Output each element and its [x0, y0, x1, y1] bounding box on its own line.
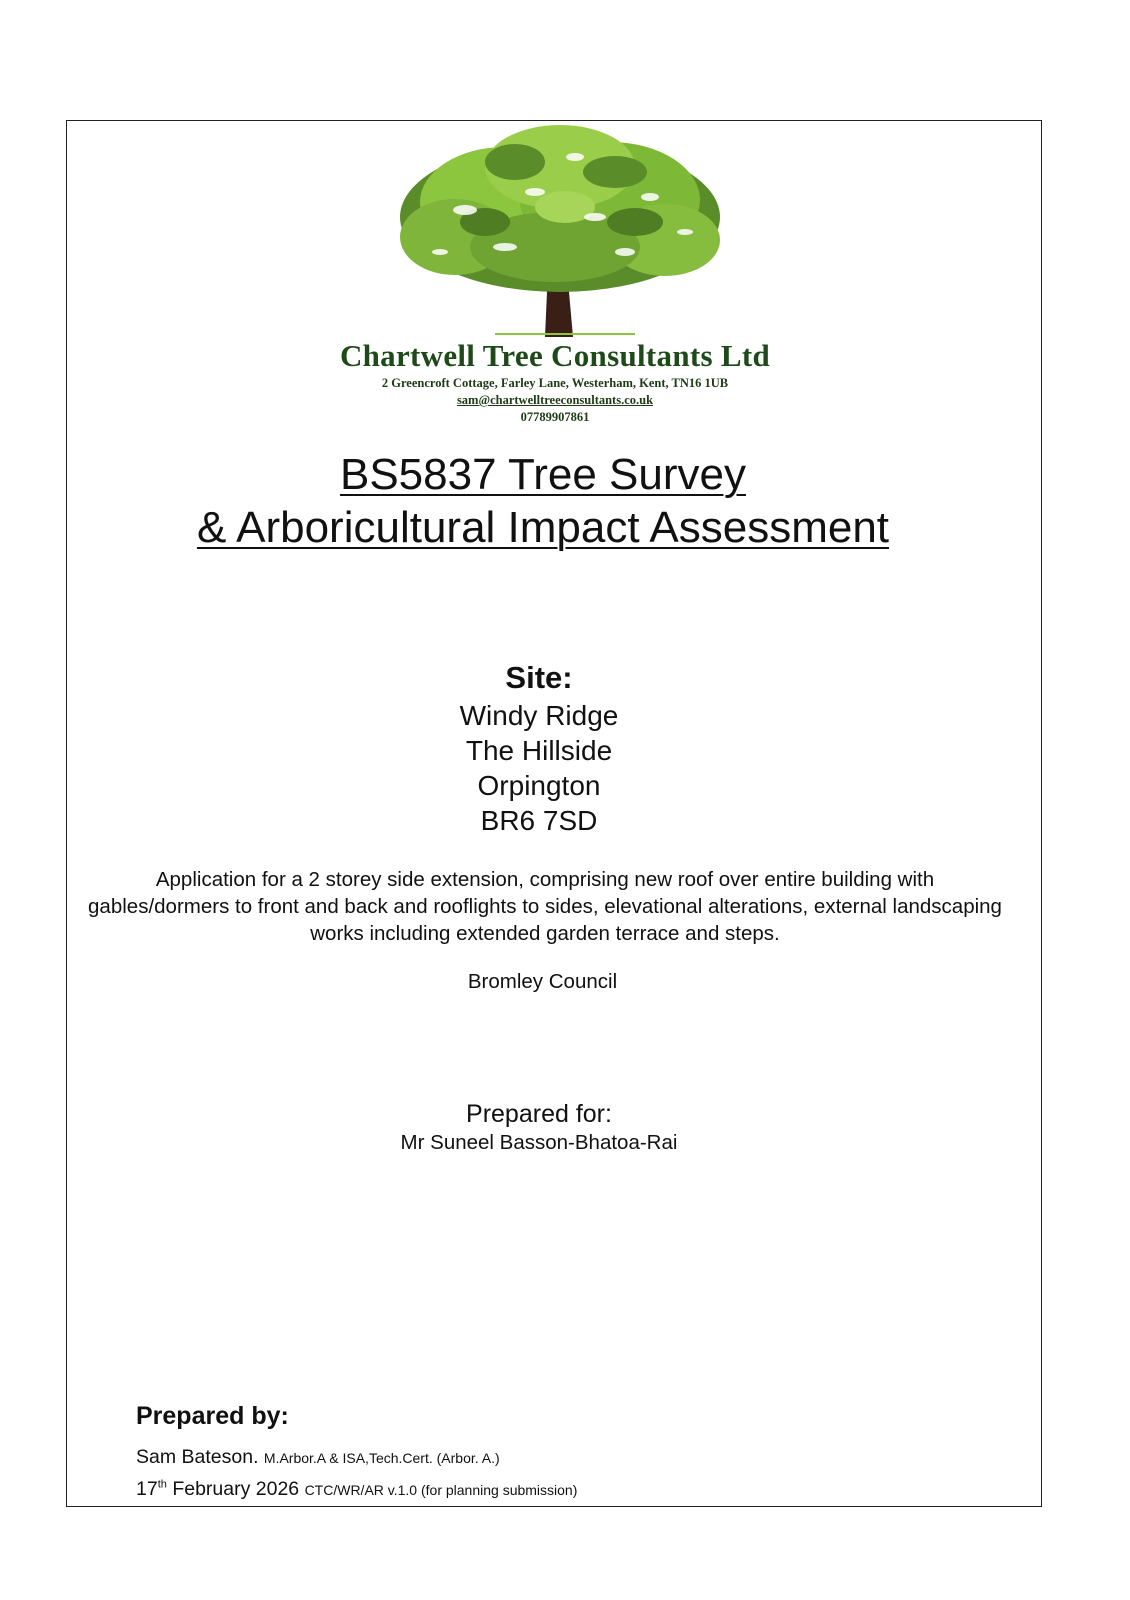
site-address-line: The Hillside	[465, 735, 613, 766]
author-name: Sam Bateson.	[136, 1446, 259, 1468]
company-phone: 07789907861	[520, 410, 590, 424]
company-email-link[interactable]: sam@chartwelltreeconsultants.co.uk	[456, 393, 654, 407]
prepared-for-label: Prepared for:	[466, 1100, 612, 1128]
company-name: Chartwell Tree Consultants Ltd	[339, 338, 771, 373]
site-postcode: BR6 7SD	[480, 805, 598, 836]
application-description: Application for a 2 storey side extension, comprising new roof over entire building with gables/dormers to front and back and rooflights to sides, elevational alterations, external landscaping works including extended garden terrace and steps.	[88, 868, 1002, 945]
date-month-year: February 2026	[172, 1478, 300, 1500]
company-address: 2 Greencroft Cottage, Farley Lane, Westerham, Kent, TN16 1UB	[381, 376, 729, 390]
prepared-by-label: Prepared by:	[136, 1402, 289, 1430]
date-line	[136, 1478, 577, 1501]
document-title-line-2: & Arboricultural Impact Assessment	[196, 503, 890, 552]
document-title-line-1: BS5837 Tree Survey	[339, 450, 746, 499]
site-address-line: Orpington	[477, 770, 601, 801]
author-line	[136, 1446, 500, 1469]
document-reference: CTC/WR/AR v.1.0 (for planning submission)	[304, 1482, 578, 1498]
site-label: Site:	[505, 660, 573, 695]
oak-tree-icon	[395, 122, 725, 342]
date-day: 17	[136, 1478, 158, 1500]
date-suffix: th	[157, 1478, 167, 1491]
author-credentials: M.Arbor.A & ISA,Tech.Cert. (Arbor. A.)	[263, 1450, 500, 1466]
council-name: Bromley Council	[467, 970, 618, 993]
client-name: Mr Suneel Basson-Bhatoa-Rai	[400, 1131, 678, 1154]
site-address-line: Windy Ridge	[459, 700, 619, 731]
